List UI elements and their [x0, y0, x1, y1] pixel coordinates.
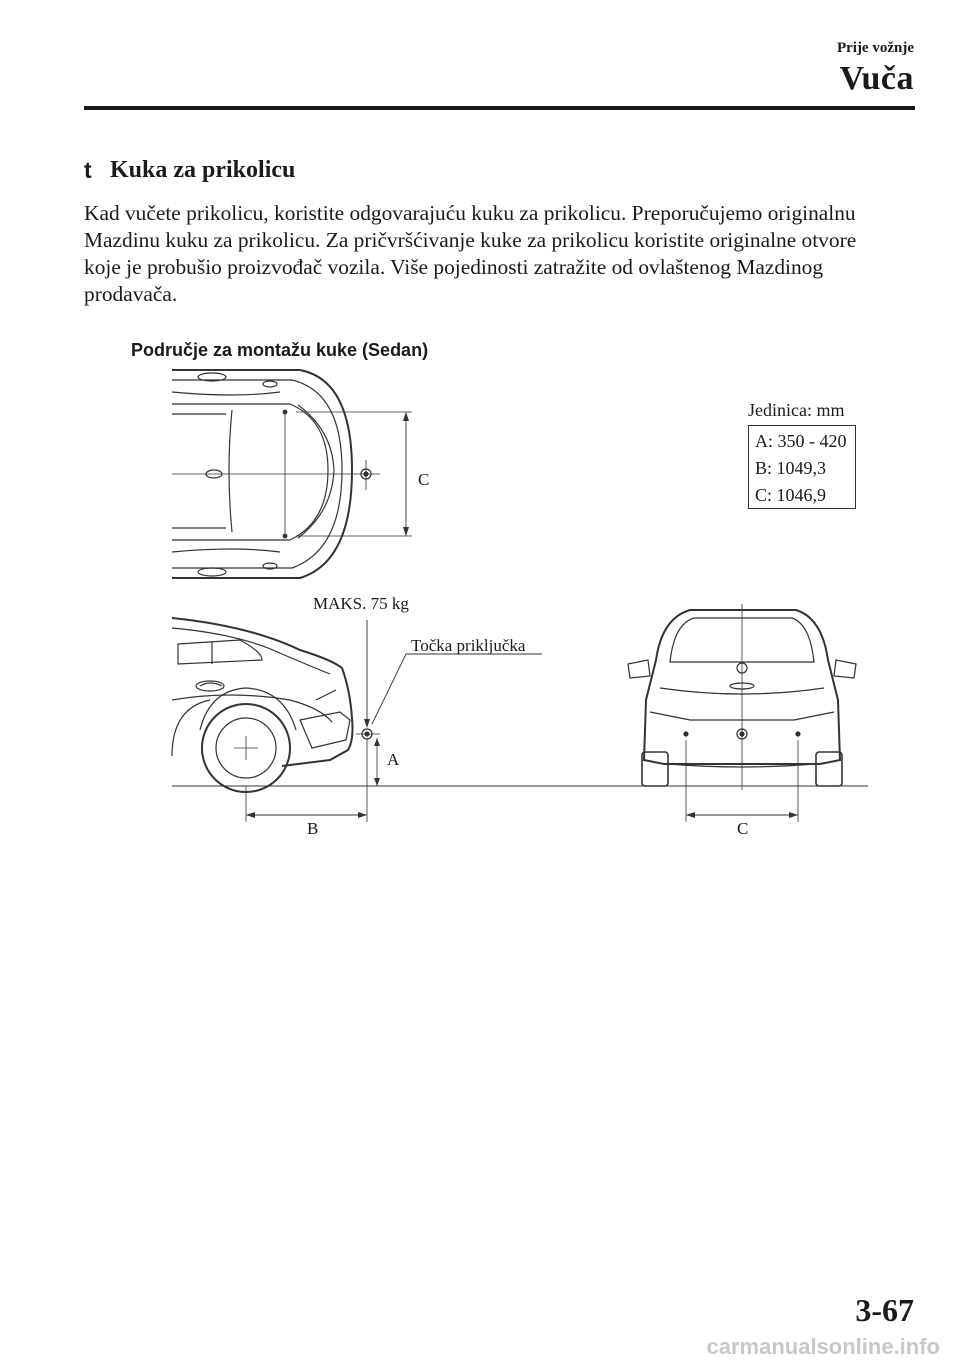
section-title: Kuka za prikolicu	[110, 157, 296, 183]
spec-row-c: C: 1046,9	[755, 485, 827, 505]
spec-row-b: B: 1049,3	[755, 458, 827, 478]
label-max-load: MAKS. 75 kg	[313, 594, 409, 613]
spec-row-a: A: 350 - 420	[755, 431, 847, 451]
header-section-title: Prije vožnje	[836, 40, 914, 56]
unit-label: Jedinica: mm	[748, 400, 845, 420]
body-line: prodavača.	[84, 282, 178, 306]
watermark: carmanualsonline.info	[706, 1334, 940, 1359]
body-line: Kad vučete prikolicu, koristite odgovarajuću kuku za prikolicu. Preporučujemo originalnu	[84, 201, 856, 225]
body-line: koje je probušio proizvođač vozila. Više pojedinosti zatražite od ovlaštenog Mazdinog	[84, 255, 824, 279]
label-c-rear: C	[737, 819, 749, 838]
figure-caption: Područje za montažu kuke (Sedan)	[131, 340, 429, 360]
label-b: B	[307, 819, 319, 838]
page-number: 3-67	[855, 1292, 914, 1328]
rear-view-car	[628, 604, 856, 822]
body-line: Mazdinu kuku za prikolicu. Za pričvršćivanje kuke za prikolicu koristite originalne otvore	[84, 228, 857, 252]
label-hitch-point: Točka priključka	[411, 636, 526, 655]
header-chapter-title: Vuča	[839, 60, 914, 97]
section-marker-icon: t	[84, 157, 92, 183]
label-c-top: C	[418, 470, 430, 489]
top-view-car	[172, 370, 412, 578]
label-a: A	[387, 750, 400, 769]
